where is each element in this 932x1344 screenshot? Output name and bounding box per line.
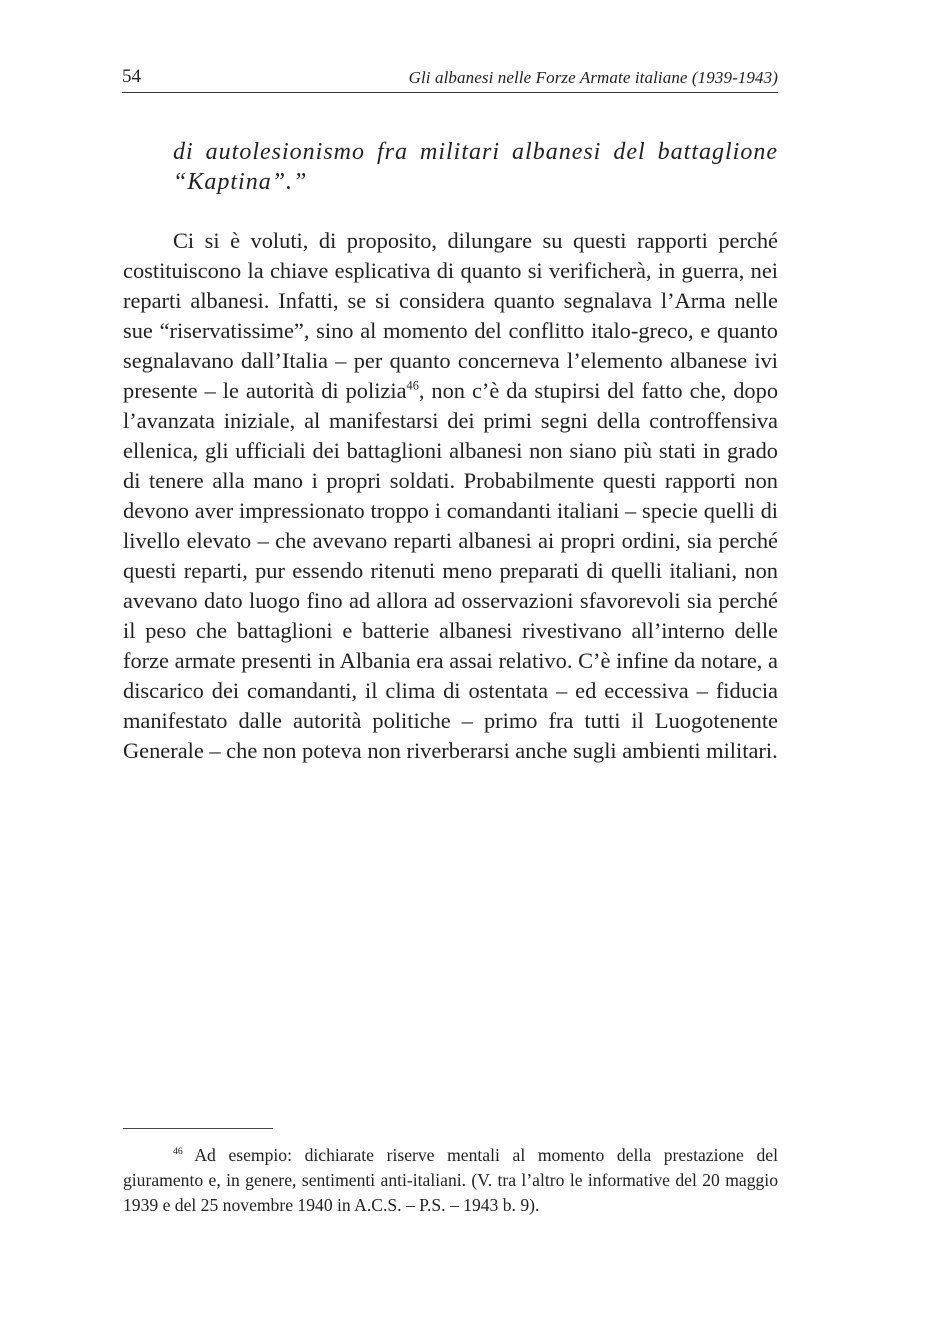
page-number: 54 [122,66,141,87]
footnote [123,1143,778,1218]
footnote-number: 46 [173,1146,183,1158]
paragraph-text-part1: Ci si è voluti, di proposito, dilungare su questi rapporti perché costituiscono la chiave esplicativa di quanto si verificherà, in guerra, nei reparti albanesi. Infatti, se si considera quanto segnalava l’Arma nelle sue “riservatissime”, sino al momento del conflitto italo-greco, e quanto segnalavano dall’Italia – per quanto concerneva l’elemento albanese ivi presente – le autorità di polizia [123,228,778,403]
footnote-text: Ad esempio: dichiarate riserve mentali al momento della prestazione del giuramento e, in genere, sentimenti anti-italiani. (V. tra l’altro le informative del 20 maggio 1939 e del 25 novembre 1940 in A.C.S. – P.S. – 1943 b. 9). [123,1145,778,1215]
running-title: Gli albanesi nelle Forze Armate italiane (1939-1943) [408,68,778,87]
body-paragraph [123,226,778,766]
running-header [122,66,778,93]
paragraph-text-part2: , non c’è da stupirsi del fatto che, dopo l’avanzata iniziale, al manifestarsi dei primi segni della controffensiva ellenica, gli ufficiali dei battaglioni albanesi non siano più stati in grado di tenere alla mano i propri soldati. Probabilmente questi rapporti non devono aver impressionato troppo i comandanti italiani – specie quelli di livello elevato – che avevano reparti albanesi ai propri ordini, sia perché questi reparti, pur essendo ritenuti meno preparati di quelli italiani, non avevano dato luogo fino ad allora ad osservazioni sfavorevoli sia perché il peso che battaglioni e batterie albanesi rivestivano all’interno delle forze armate presenti in Albania era assai relativo. C’è infine da notare, a discarico dei comandanti, il clima di ostentata – ed eccessiva – fiducia manifestato dalle autorità politiche – primo fra tutti il Luogotenente Generale – che non poteva non riverberarsi anche sugli ambienti militari. [123,378,779,763]
footnote-reference: 46 [406,378,419,393]
quote-continuation: di autolesionismo fra militari albanesi del battaglione “Kaptina”.” [173,139,778,195]
footnote-divider [123,1128,273,1129]
